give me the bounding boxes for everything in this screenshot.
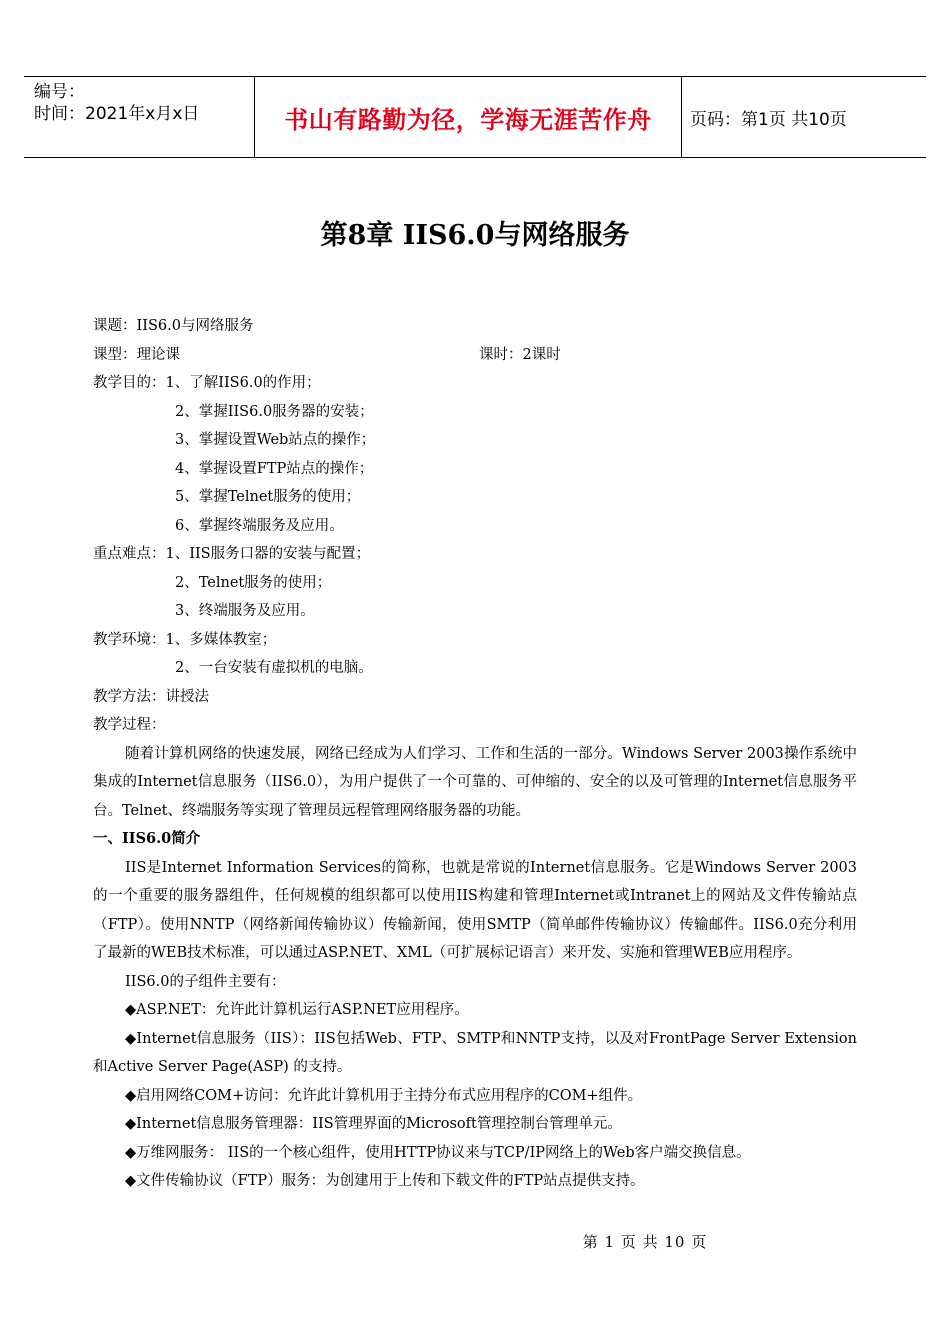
lesson-type-row	[93, 341, 857, 370]
page-footer: 第 1 页 共 10 页	[582, 1233, 708, 1251]
subcomponents-intro: IIS6.0的子组件主要有：	[125, 973, 286, 990]
environment-item: 2、一台安装有虚拟机的电脑。	[175, 660, 373, 676]
goal-item: 3、掌握设置Web站点的操作；	[175, 432, 376, 448]
document-number-label: 编号：	[34, 82, 85, 102]
bullet-item: ◆Internet信息服务（IIS）：IIS包括Web、FTP、SMTP和NNTP支持，以及对FrontPage Server Extension和Active Server Page(ASP) 的支持。	[93, 1030, 857, 1075]
key-point-item: 3、终端服务及应用。	[175, 603, 315, 619]
lesson-hours: 课时：2课时	[479, 346, 561, 363]
teaching-method: 教学方法：讲授法	[93, 688, 209, 705]
header-left	[24, 77, 254, 157]
environment-label: 教学环境：1、多媒体教室；	[93, 631, 277, 648]
lesson-type: 课型：理论课	[93, 346, 180, 363]
bullet-item: ◆启用网络COM+访问：允许此计算机用于主持分布式应用程序的COM+组件。	[125, 1087, 643, 1104]
teaching-process-label: 教学过程：	[93, 717, 166, 733]
header-motto: 书山有路勤为径，学海无涯苦作舟	[254, 77, 682, 157]
key-point-item: 2、Telnet服务的使用；	[175, 574, 332, 591]
document-body	[93, 312, 857, 1196]
bullet-item: ◆万维网服务： IIS的一个核心组件，使用HTTP协议来与TCP/IP网络上的Web客户端交换信息。	[125, 1144, 751, 1161]
goal-item: 6、掌握终端服务及应用。	[175, 517, 344, 534]
bullet-item: ◆Internet信息服务管理器：IIS管理界面的Microsoft管理控制台管理单元。	[125, 1116, 622, 1132]
page-header	[24, 76, 926, 158]
lesson-topic: 课题：IIS6.0与网络服务	[93, 318, 254, 334]
chapter-title: 第8章 IIS6.0与网络服务	[320, 220, 630, 251]
intro-paragraph: 随着计算机网络的快速发展，网络已经成为人们学习、工作和生活的一部分。Windows Server 2003操作系统中集成的Internet信息服务（IIS6.0），为用户提供了一个可靠的、可伸缩的、安全的以及可管理的Internet信息服务平台。Telnet、终端服务等实现了管理员远程管理网络服务器的功能。	[93, 745, 857, 819]
bullet-item: ◆文件传输协议（FTP）服务：为创建用于上传和下载文件的FTP站点提供支持。	[125, 1173, 645, 1189]
key-points-label: 重点难点：1、IIS服务口器的安装与配置；	[93, 546, 371, 562]
header-page-info: 页码：第1页 共10页	[690, 109, 847, 130]
goal-item: 4、掌握设置FTP站点的操作；	[175, 460, 374, 477]
bullet-item: ◆ASP.NET：允许此计算机运行ASP.NET应用程序。	[125, 1002, 469, 1018]
goal-item: 2、掌握IIS6.0服务器的安装；	[175, 403, 374, 420]
document-time-label: 时间：2021年x月x日	[34, 104, 200, 124]
goals-label: 教学目的：1、了解IIS6.0的作用；	[93, 375, 321, 391]
section-heading: 一、IIS6.0简介	[93, 830, 201, 847]
goal-item: 5、掌握Telnet服务的使用；	[175, 489, 361, 505]
iis-intro-paragraph: IIS是Internet Information Services的简称，也就是常说的Internet信息服务。它是Windows Server 2003的一个重要的服务器组件，任何规模的组织都可以使用IIS构建和管理Internet或Intranet上的网站及文件传输站点（FTP）。使用NNTP（网络新闻传输协议）传输新闻，使用SMTP（简单邮件传输协议）传输邮件。IIS6.0充分利用了最新的WEB技术标准，可以通过ASP.NET、XML（可扩展标记语言）来开发、实施和管理WEB应用程序。	[93, 859, 857, 961]
